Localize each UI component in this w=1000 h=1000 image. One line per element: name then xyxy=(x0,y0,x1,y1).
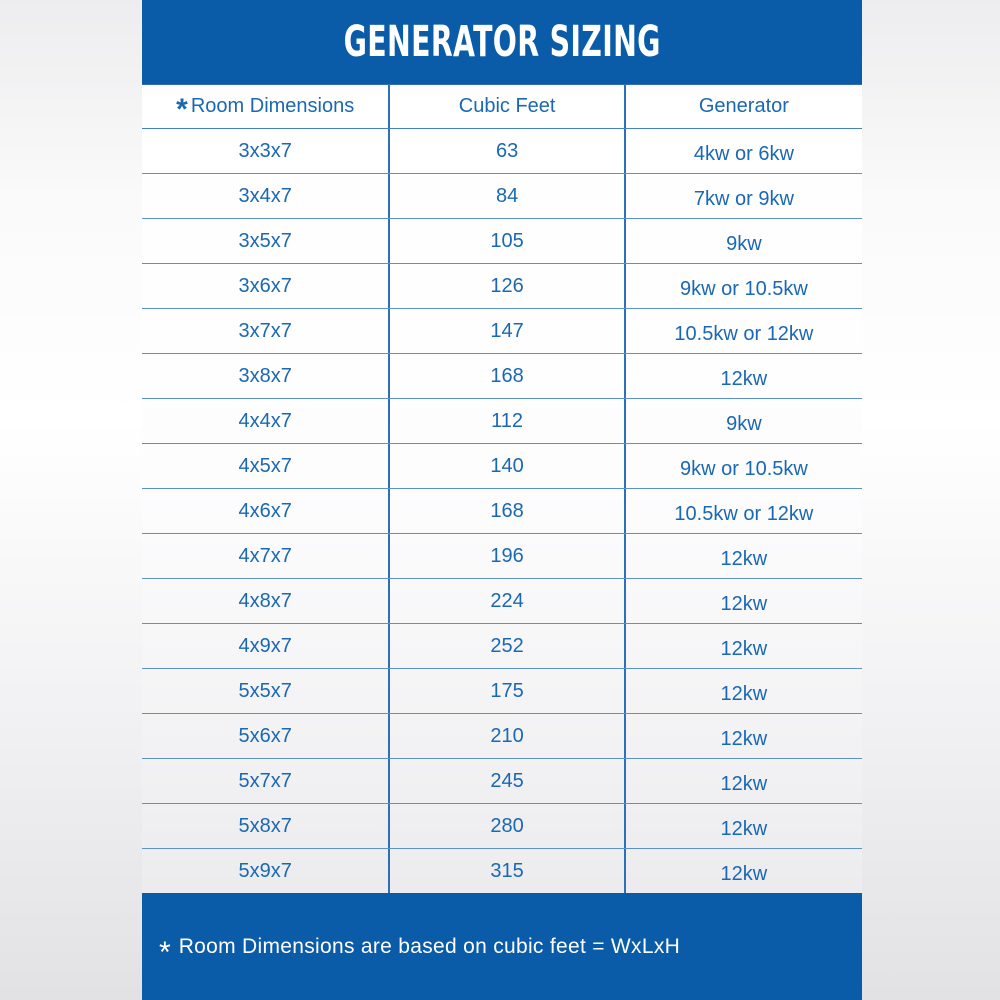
table-row xyxy=(142,219,862,264)
table-row xyxy=(142,624,862,669)
table-row xyxy=(142,489,862,534)
table-cell: 105 xyxy=(390,219,625,263)
table-row xyxy=(142,444,862,489)
table-cell: 140 xyxy=(390,444,625,488)
table-cell: 168 xyxy=(390,489,625,533)
table-cell: 3x7x7 xyxy=(142,309,390,353)
table-cell: 4x9x7 xyxy=(142,624,390,668)
table-cell: 224 xyxy=(390,579,625,623)
table-cell: 4kw or 6kw xyxy=(693,143,794,165)
table-cell: 9kw or 10.5kw xyxy=(679,278,808,300)
table-cell: 12kw xyxy=(720,818,768,840)
table-header-row xyxy=(142,85,862,129)
table-row xyxy=(142,354,862,399)
footnote-banner: * Room Dimensions are based on cubic feet = WxLxH xyxy=(159,934,681,969)
sizing-table xyxy=(142,84,862,893)
table-cell: 5x8x7 xyxy=(142,804,390,848)
table-cell: 9kw xyxy=(726,233,762,255)
table-cell: 7kw or 9kw xyxy=(693,188,794,210)
table-row xyxy=(142,849,862,893)
column-header-cubic-feet xyxy=(390,85,625,128)
table-cell: 9kw xyxy=(726,413,762,435)
table-cell: 3x4x7 xyxy=(142,174,390,218)
table-cell: 147 xyxy=(390,309,625,353)
table-cell: 12kw xyxy=(720,368,768,390)
column-header-label: Cubic Feet xyxy=(458,95,556,117)
table-cell: 4x8x7 xyxy=(142,579,390,623)
table-row xyxy=(142,579,862,624)
generator-sizing-panel xyxy=(142,0,862,1000)
table-row xyxy=(142,534,862,579)
table-cell: 12kw xyxy=(720,683,768,705)
table-cell: 210 xyxy=(390,714,625,758)
table-cell: 3x6x7 xyxy=(142,264,390,308)
table-cell: 315 xyxy=(390,849,625,893)
table-cell: 12kw xyxy=(720,548,768,570)
table-cell: 4x5x7 xyxy=(142,444,390,488)
table-cell: 112 xyxy=(390,399,625,443)
table-cell: 126 xyxy=(390,264,625,308)
table-cell: 196 xyxy=(390,534,625,578)
table-cell: 3x8x7 xyxy=(142,354,390,398)
table-cell: 252 xyxy=(390,624,625,668)
footnote-text: Room Dimensions are based on cubic feet = WxLxH xyxy=(178,934,681,958)
table-cell: 12kw xyxy=(720,593,768,615)
table-row xyxy=(142,129,862,174)
table-row xyxy=(142,399,862,444)
table-row xyxy=(142,309,862,354)
table-cell: 175 xyxy=(390,669,625,713)
table-cell: 3x3x7 xyxy=(142,129,390,173)
table-cell: 4x7x7 xyxy=(142,534,390,578)
table-cell: 5x5x7 xyxy=(142,669,390,713)
table-cell: 3x5x7 xyxy=(142,219,390,263)
page-title: GENERATOR SIZING xyxy=(343,16,661,67)
column-header-room-dimensions: * Room Dimensions xyxy=(142,85,390,128)
table-cell: 4x6x7 xyxy=(142,489,390,533)
table-cell: 63 xyxy=(390,129,625,173)
table-cell: 10.5kw or 12kw xyxy=(674,323,814,345)
table-cell: 10.5kw or 12kw xyxy=(674,503,814,525)
column-header-generator xyxy=(626,85,862,128)
table-row xyxy=(142,264,862,309)
table-row xyxy=(142,174,862,219)
table-cell: 168 xyxy=(390,354,625,398)
table-cell: 280 xyxy=(390,804,625,848)
title-banner xyxy=(142,0,862,84)
table-cell: 4x4x7 xyxy=(142,399,390,443)
table-row xyxy=(142,759,862,804)
table-cell: 9kw or 10.5kw xyxy=(679,458,808,480)
column-header-label: Generator xyxy=(698,95,789,117)
table-row xyxy=(142,714,862,759)
table-cell: 84 xyxy=(390,174,625,218)
table-cell: 5x7x7 xyxy=(142,759,390,803)
table-cell: 5x6x7 xyxy=(142,714,390,758)
table-cell: 245 xyxy=(390,759,625,803)
table-cell: 12kw xyxy=(720,863,768,885)
table-row xyxy=(142,669,862,714)
table-cell: 12kw xyxy=(720,773,768,795)
column-header-label: Room Dimensions xyxy=(190,95,355,117)
table-cell: 12kw xyxy=(720,638,768,660)
table-cell: 12kw xyxy=(720,728,768,750)
table-cell: 5x9x7 xyxy=(142,849,390,893)
table-row xyxy=(142,804,862,849)
